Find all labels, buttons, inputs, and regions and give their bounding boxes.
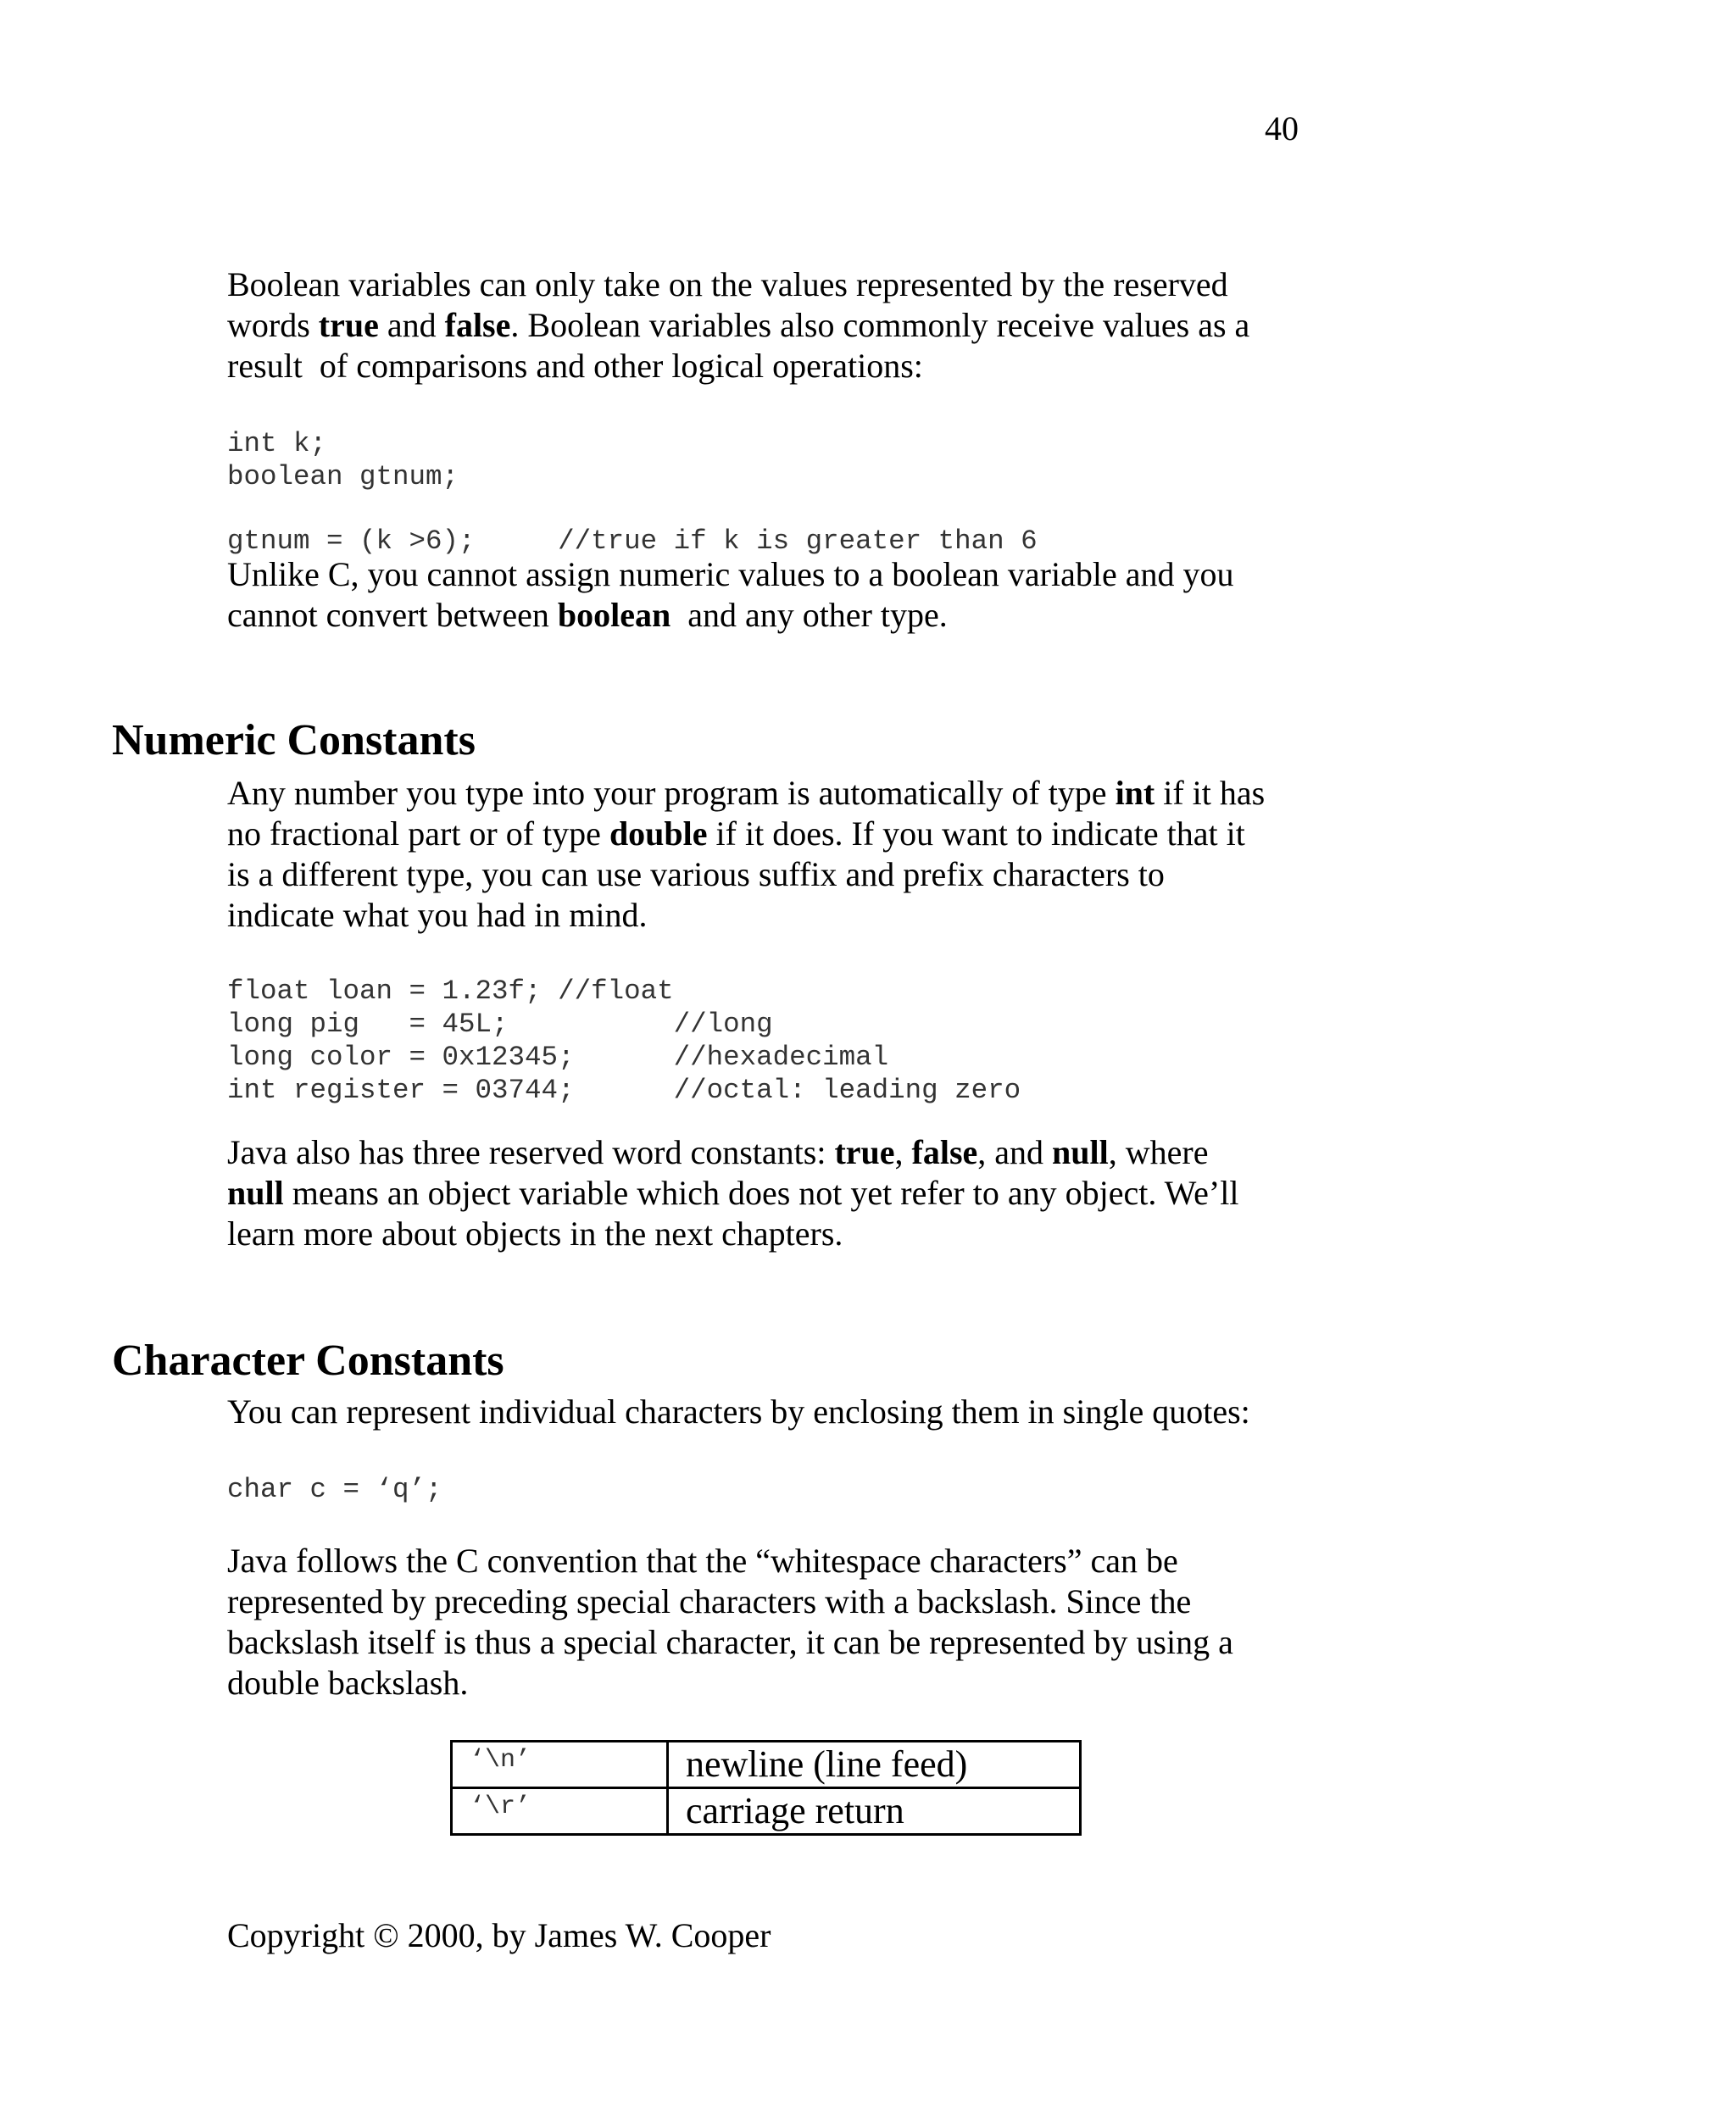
copyright-footer: Copyright © 2000, by James W. Cooper [227, 1916, 771, 1954]
keyword-int: int [1115, 774, 1155, 812]
intro-line-1: Boolean variables can only take on the values represented by the reserved [227, 265, 1228, 303]
code-line: long pig = 45L; //long [227, 1009, 773, 1040]
character-p2-line-3: backslash itself is thus a special character, it can be represented by using a [227, 1623, 1233, 1661]
numeric-line-2: no fractional part or of type double if it does. If you want to indicate that it [227, 814, 1245, 853]
unlike-line-1: Unlike C, you cannot assign numeric values to a boolean variable and you [227, 555, 1234, 593]
numeric-line-4: indicate what you had in mind. [227, 896, 648, 934]
numeric-p2-line-3: learn more about objects in the next chapters. [227, 1214, 843, 1253]
character-paragraph-1 [227, 1392, 1321, 1432]
keyword-null: null [1052, 1133, 1109, 1171]
escape-code-cell: ‘\n’ [452, 1742, 668, 1788]
keyword-true: true [318, 306, 379, 344]
unlike-paragraph [227, 554, 1321, 636]
character-p2-line-4: double backslash. [227, 1664, 469, 1702]
code-line: int k; [227, 428, 327, 459]
code-line: char c = ‘q’; [227, 1474, 442, 1505]
intro-line-2: words true and false. Boolean variables also commonly receive values as a [227, 306, 1250, 344]
intro-line-3: result of comparisons and other logical operations: [227, 347, 923, 385]
character-line-1: You can represent individual characters by enclosing them in single quotes: [227, 1392, 1250, 1431]
code-line: long color = 0x12345; //hexadecimal [227, 1042, 889, 1073]
numeric-paragraph-1 [227, 773, 1321, 936]
numeric-p2-line-1: Java also has three reserved word constants: true, false, and null, where [227, 1133, 1209, 1171]
keyword-false: false [444, 306, 511, 344]
code-line: float loan = 1.23f; //float [227, 975, 674, 1007]
intro-paragraph [227, 264, 1321, 386]
table-row [452, 1742, 1081, 1788]
escape-meaning-cell: newline (line feed) [668, 1742, 1081, 1788]
table-row [452, 1788, 1081, 1835]
keyword-false: false [911, 1133, 978, 1171]
escape-code-cell: ‘\r’ [452, 1788, 668, 1835]
escape-sequence-table [450, 1740, 1082, 1836]
numeric-line-1: Any number you type into your program is automatically of type int if it has [227, 774, 1266, 812]
numeric-paragraph-2 [227, 1132, 1321, 1254]
code-line: gtnum = (k >6); //true if k is greater than 6 [227, 525, 1038, 557]
numeric-line-3: is a different type, you can use various suffix and prefix characters to [227, 855, 1165, 893]
keyword-boolean: boolean [557, 596, 671, 634]
escape-meaning-cell: carriage return [668, 1788, 1081, 1835]
code-line: boolean gtnum; [227, 461, 459, 492]
code-block-char [227, 1473, 442, 1506]
section-heading-character-constants: Character Constants [112, 1337, 504, 1385]
section-heading-numeric-constants: Numeric Constants [112, 716, 476, 764]
code-line: int register = 03744; //octal: leading zero [227, 1075, 1021, 1106]
page-number: 40 [1265, 109, 1299, 147]
keyword-true: true [834, 1133, 895, 1171]
character-p2-line-1: Java follows the C convention that the “whitespace characters” can be [227, 1542, 1178, 1580]
unlike-line-2: cannot convert between boolean and any other type. [227, 596, 948, 634]
numeric-p2-line-2: null means an object variable which does not yet refer to any object. We’ll [227, 1174, 1239, 1212]
code-block-boolean [227, 427, 1038, 558]
character-paragraph-2 [227, 1541, 1321, 1703]
keyword-null: null [227, 1174, 284, 1212]
code-line [227, 493, 1038, 525]
code-block-numeric [227, 975, 1021, 1107]
character-p2-line-2: represented by preceding special characters with a backslash. Since the [227, 1582, 1192, 1620]
keyword-double: double [609, 814, 708, 853]
